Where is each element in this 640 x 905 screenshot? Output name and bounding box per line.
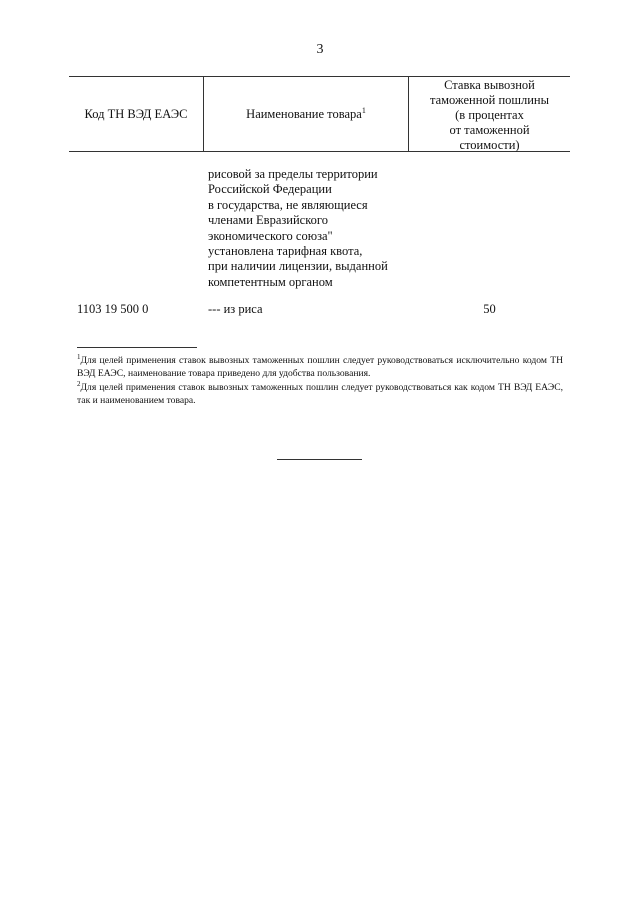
continued-description <box>208 167 408 290</box>
header-name <box>204 107 408 122</box>
header-rate <box>409 78 570 153</box>
header-name-label: Наименование товара <box>246 107 362 121</box>
footnote-mark: 2 <box>77 379 81 388</box>
document-end-rule <box>277 459 362 460</box>
table-top-rule <box>69 76 570 77</box>
header-rate-line: от таможенной <box>449 123 530 137</box>
footnote-2 <box>77 381 563 407</box>
description-line: рисовой за пределы территории <box>208 167 378 181</box>
row-rate: 50 <box>483 302 496 316</box>
description-line: в государства, не являющиеся <box>208 197 368 212</box>
description-line: компетентным органом <box>208 274 333 289</box>
header-rate-line: Ставка вывозной <box>444 78 535 92</box>
footnote-mark: 1 <box>77 352 81 361</box>
description-line: Российской Федерации <box>208 182 332 197</box>
footnote-1 <box>77 354 563 380</box>
header-code: Код ТН ВЭД ЕАЭС <box>84 107 188 121</box>
header-rate-line: стоимости) <box>459 138 520 152</box>
header-name-footnote-mark: 1 <box>361 105 366 115</box>
footnote-text: Для целей применения ставок вывозных таможенных пошлин следует руководствоваться как кодом ТН ВЭД ЕАЭС, так и наименованием товара. <box>77 382 563 406</box>
description-line: членами Евразийского <box>208 213 328 228</box>
footnote-text: Для целей применения ставок вывозных таможенных пошлин следует руководствоваться исключительно кодом ТН ВЭД ЕАЭС, наименование товара приведено для удобства пользования. <box>77 355 563 379</box>
row-code: 1103 19 500 0 <box>77 302 149 316</box>
description-line: установлена тарифная квота, <box>208 244 363 259</box>
header-rate-line: (в процентах <box>455 108 524 122</box>
row-name: --- из риса <box>208 302 263 316</box>
footnote-separator <box>77 347 197 348</box>
header-rate-line: таможенной пошлины <box>429 93 550 107</box>
page-number: 3 <box>316 42 324 57</box>
description-line: при наличии лицензии, выданной <box>208 259 388 274</box>
description-line: экономического союза" <box>208 228 333 243</box>
